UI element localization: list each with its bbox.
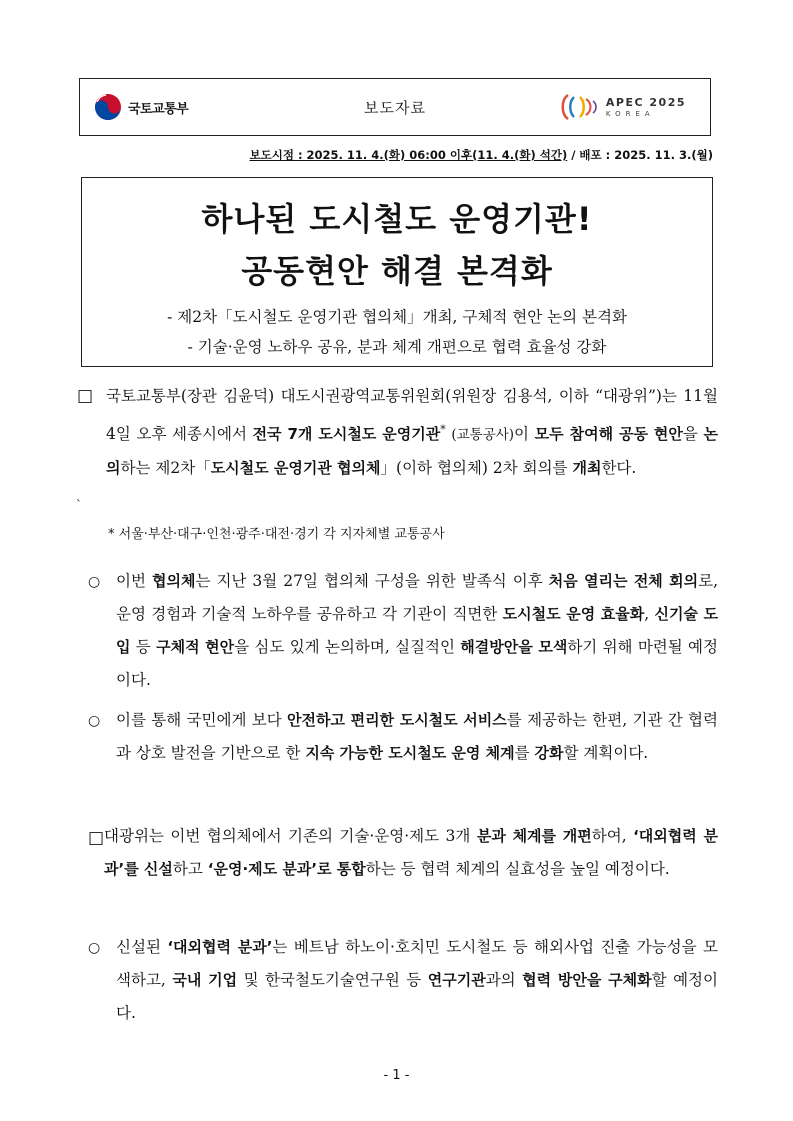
p2-bold: 도시철도 운영 효율화	[502, 605, 645, 623]
footnote: * 서울·부산·대구·인천·광주·대전·경기 각 지자체별 교통공사	[108, 527, 445, 542]
title-box	[81, 177, 713, 367]
p1-bold: 모두 참여해 공동 현안	[534, 425, 683, 444]
p1-text: 」(이하 협의체) 2차 회의를	[380, 459, 573, 478]
p5-text: 신설된	[116, 938, 168, 956]
ministry-name: 국토교통부	[128, 101, 189, 117]
p1-bold: 도시철도 운영기관 협의체	[210, 459, 381, 478]
headline-line2: 공동현안 해결 본격화	[241, 252, 553, 290]
p2-bold: 처음 열리는 전체 회의	[548, 572, 699, 590]
p1-text: 을	[682, 425, 704, 444]
p5-text: 및 한국철도기술연구원 등	[237, 971, 428, 989]
apec-title: APEC 2025	[605, 95, 686, 109]
square-bullet-icon: □	[77, 386, 94, 406]
apec-emblem-icon	[560, 92, 600, 122]
apec-subtitle: KOREA	[605, 109, 655, 118]
p3-bold: 지속 가능한 도시철도 운영 체계	[305, 744, 515, 762]
subheadline-1: - 제2차「도시철도 운영기관 협의체」개최, 구체적 현안 논의 본격화	[167, 308, 627, 326]
footnote-mark: *	[440, 423, 446, 436]
p3-text: 할 계획이다.	[563, 744, 649, 762]
p3-bold: 안전하고 편리한 도시철도 서비스	[287, 711, 507, 729]
p1-bold: 개최	[572, 459, 602, 478]
p1-bold: 논의	[106, 425, 719, 478]
page-number: - 1 -	[383, 1068, 410, 1083]
p2-text: 등	[130, 638, 157, 656]
release-info	[250, 147, 714, 163]
p2-text: 을 심도 있게 논의하며, 실질적인	[234, 638, 461, 656]
p1-text: 국토교통부(장관 김윤덕) 대도시권광역교통위원회(위원장 김용석, 이하 “대광위”)는 11월 4일 오후 세종시에서	[106, 387, 718, 444]
release-time: 보도시점 : 2025. 11. 4.(화) 06:00 이후(11. 4.(화) 석간)	[249, 148, 568, 162]
p2-bold: 해결방안을 모색	[460, 638, 568, 656]
square-bullet-icon: □	[88, 828, 105, 848]
p2-text: ,	[644, 605, 655, 623]
p4-text: 대광위는 이번 협의체에서 기존의 기술·운영·제도 3개	[104, 827, 477, 845]
p5-bold: 국내 기업	[172, 971, 238, 989]
p2-text: 로, 운영 경험과 기술적 노하우를 공유하고 각 기관이 직면한	[116, 572, 718, 623]
p5-bold: 협력 방안을 구체화	[522, 971, 652, 989]
p4-bold: 분과 체계를 개편	[476, 827, 592, 845]
p1-bold: 전국 7개 도시철도 운영기관	[252, 425, 441, 444]
paragraph-4	[104, 820, 718, 886]
paragraph-3	[116, 704, 718, 770]
distribution-date: / 배포 : 2025. 11. 3.(월)	[567, 148, 713, 162]
p1-text: (교통공사)	[451, 427, 515, 444]
p5-bold: ‘대외협력 분과’	[167, 938, 273, 956]
p1-text: 한다.	[601, 459, 637, 478]
p3-text: 를	[514, 744, 535, 762]
p2-bold: 구체적 현안	[156, 638, 235, 656]
p4-text: 하고	[172, 860, 208, 878]
p5-text: 할 예정이다.	[116, 971, 719, 1022]
circle-bullet-icon: ○	[88, 713, 101, 729]
p3-text: 를 제공하는 한편, 기관 간 협력과 상호 발전을 기반으로 한	[116, 711, 718, 762]
p2-bold: 신기술 도입	[116, 605, 719, 656]
p4-bold: ‘대외협력 분과’를 신설	[104, 827, 718, 878]
p2-bold: 협의체	[151, 572, 196, 590]
subheadline-2: - 기술·운영 노하우 공유, 분과 체계 개편으로 협력 효율성 강화	[187, 338, 607, 356]
p2-text: 하기 위해 마련될 예정이다.	[116, 638, 719, 689]
circle-bullet-icon: ○	[88, 940, 101, 956]
p2-text: 는 지난 3월 27일 협의체 구성을 위한 발족식 이후	[195, 572, 549, 590]
circle-bullet-icon: ○	[88, 574, 101, 590]
p5-bold: 연구기관	[427, 971, 486, 989]
apec-logo	[560, 92, 686, 122]
headline-line1: 하나된 도시철도 운영기관!	[201, 200, 593, 238]
p4-bold: ‘운영·제도 분과’로 통합	[207, 860, 366, 878]
p1-text: 하는 제2차「	[120, 459, 211, 478]
p4-text: 하는 등 협력 체계의 실효성을 높일 예정이다.	[365, 860, 670, 878]
paragraph-2	[116, 565, 718, 697]
p5-text: 과의	[485, 971, 523, 989]
header-box	[79, 78, 711, 136]
p2-text: 이번	[116, 572, 152, 590]
p3-text: 이를 통해 국민에게 보다	[116, 711, 288, 729]
p1-text: 이	[514, 425, 535, 444]
p4-text: 하여,	[591, 827, 634, 845]
paragraph-1	[106, 380, 718, 485]
stray-mark: `	[76, 498, 82, 512]
p5-text: 는 베트남 하노이·호치민 도시철도 등 해외사업 진출 가능성을 모색하고,	[116, 938, 718, 989]
p3-bold: 강화	[534, 744, 564, 762]
header-title: 보도자료	[364, 99, 426, 117]
paragraph-5	[116, 931, 718, 1030]
